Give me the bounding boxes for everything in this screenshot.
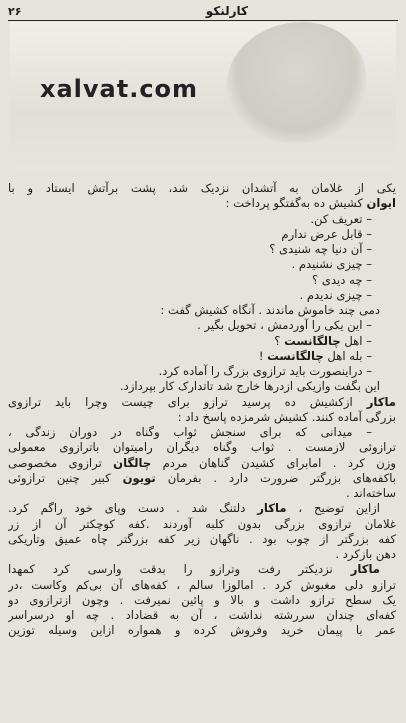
text-line [8,257,396,272]
text-run: – آن دنیا چه شنیدی ؟ [269,242,372,256]
bold-name: ماکار [257,501,287,516]
text-line [8,410,396,425]
text-line [8,593,396,608]
text-run: ترازو دلی مغبوش کرد . امالوزا سالم ، کفه‌های آن بی‌کم وکاست ،در [8,577,396,592]
body-text [8,181,396,639]
text-run: – دراینصورت باید ترازوی بزرگ را آماده کرد. [158,364,372,378]
text-run: دمی چند خاموش ماندند . آنگاه کشیش گفت : [160,303,380,317]
text-run: بزرگی آماده کنند. کشیش شرمزده پاسخ داد : [177,409,396,424]
text-line [8,196,396,211]
bold-name: ماکار [366,394,396,409]
bold-name: چالگانست [267,348,324,363]
text-line [8,562,396,577]
text-line [8,501,396,516]
text-run: این بگفت وازیکی ازدرها خارج شد تاتدارک کار بپردازد. [119,379,380,394]
text-line [8,486,396,501]
faded-portrait [226,22,366,142]
text-line [8,425,396,440]
text-line [8,334,396,349]
text-run: وزن کرد . امابرای کشیدن گناهان مردم [151,455,396,470]
text-run: عمر با پیمان خرید وفروش کرده و همواره ازاین وسیله توزین [8,623,396,638]
bold-name: چالگان [113,455,152,470]
text-line [8,288,396,303]
text-line [8,364,396,379]
text-line [8,318,396,333]
text-run: نزدیکتر رفت وترازو را بدقت وارسی کرد کمهدا [8,562,351,577]
text-line [8,303,396,318]
text-run: باکفه‌های بزرگتر ضرورت دارد . بفرمان [155,470,396,485]
text-run: دلتنگ شد . دست وپای خود راگم کرد. [8,501,258,516]
text-line [8,440,396,455]
text-run: ترازوئی لازمست . ثواب وگناه دیگران رامیتوان باترازوی معمولی [8,440,396,455]
text-line [8,242,396,257]
text-run: ازکشیش ده پرسید ترازو برای چیست وچرا باید ترازوی [8,394,367,409]
bold-name: ایوان [366,196,396,211]
text-line [8,578,396,593]
text-line [8,181,396,196]
text-line [8,623,396,638]
page-header [8,2,398,21]
text-run: کفه‌ای چندان سررشته نداشت ، آن به قضاداد . چه او درسراسر [8,608,396,622]
text-run: – اهل [340,333,372,348]
text-run: ترازوی مخصوصی [8,455,114,470]
text-line [8,212,396,227]
text-line [8,608,396,623]
text-line [8,273,396,288]
text-line [8,349,396,364]
bold-name: ماکار [350,562,380,577]
text-run: ؟ [274,333,285,348]
text-run: – میدانی که برای سنجش ثواب وگناه در دوران زندگی ، [8,425,372,439]
text-run: – چه دیدی ؟ [312,272,372,287]
text-run: دهن بازکرد . [335,547,396,561]
text-run: – این یکی را آوردمش ، تحویل بگیر . [197,318,372,333]
text-line [8,547,396,562]
text-run: یکی از غلامان به آتشدان نزدیک شد، پشت برآتش ایستاد و با [8,181,396,195]
bold-name: چالگانست [284,333,341,348]
text-line [8,532,396,547]
text-run: یک سطح ترازو داشت و بالا و پائین نمیرفت . وچون ازترازوی دو [8,592,396,607]
bold-name: تویون [122,470,156,485]
text-run: – بله اهل [323,348,372,363]
text-run: – چیزی ندیدم . [299,287,372,302]
text-run: کبیر چنین ترازوئی [8,470,123,485]
text-run: کشیش ده به‌گفتگو پرداخت : [225,196,367,211]
watermark-text: xalvat.com [40,75,199,103]
text-run: – تعریف کن. [310,211,372,226]
text-run: ! [258,348,268,363]
text-line [8,227,396,242]
text-run: ازاین توضیح ، [286,501,380,516]
text-line [8,456,396,471]
text-line [8,517,396,532]
page-number: ۲۶ [8,4,22,18]
text-line [8,471,396,486]
text-run: غلامان ترازوی بزرگی بدون کلبه آوردند .کفه کوچکتر آن از زر [8,516,396,531]
text-run: کفه بزرگتر از چوب بود . ناگهان زیر کفه بزرگتر چاه عمیق وتاریکی [8,531,396,546]
text-run: ساخته‌اند . [345,486,396,500]
text-run: – قابل عرض ندارم [281,226,372,241]
text-line [8,379,396,394]
running-title: کارلنکو [205,4,248,18]
text-run: – چیزی نشنیدم . [291,257,372,272]
text-line [8,395,396,410]
